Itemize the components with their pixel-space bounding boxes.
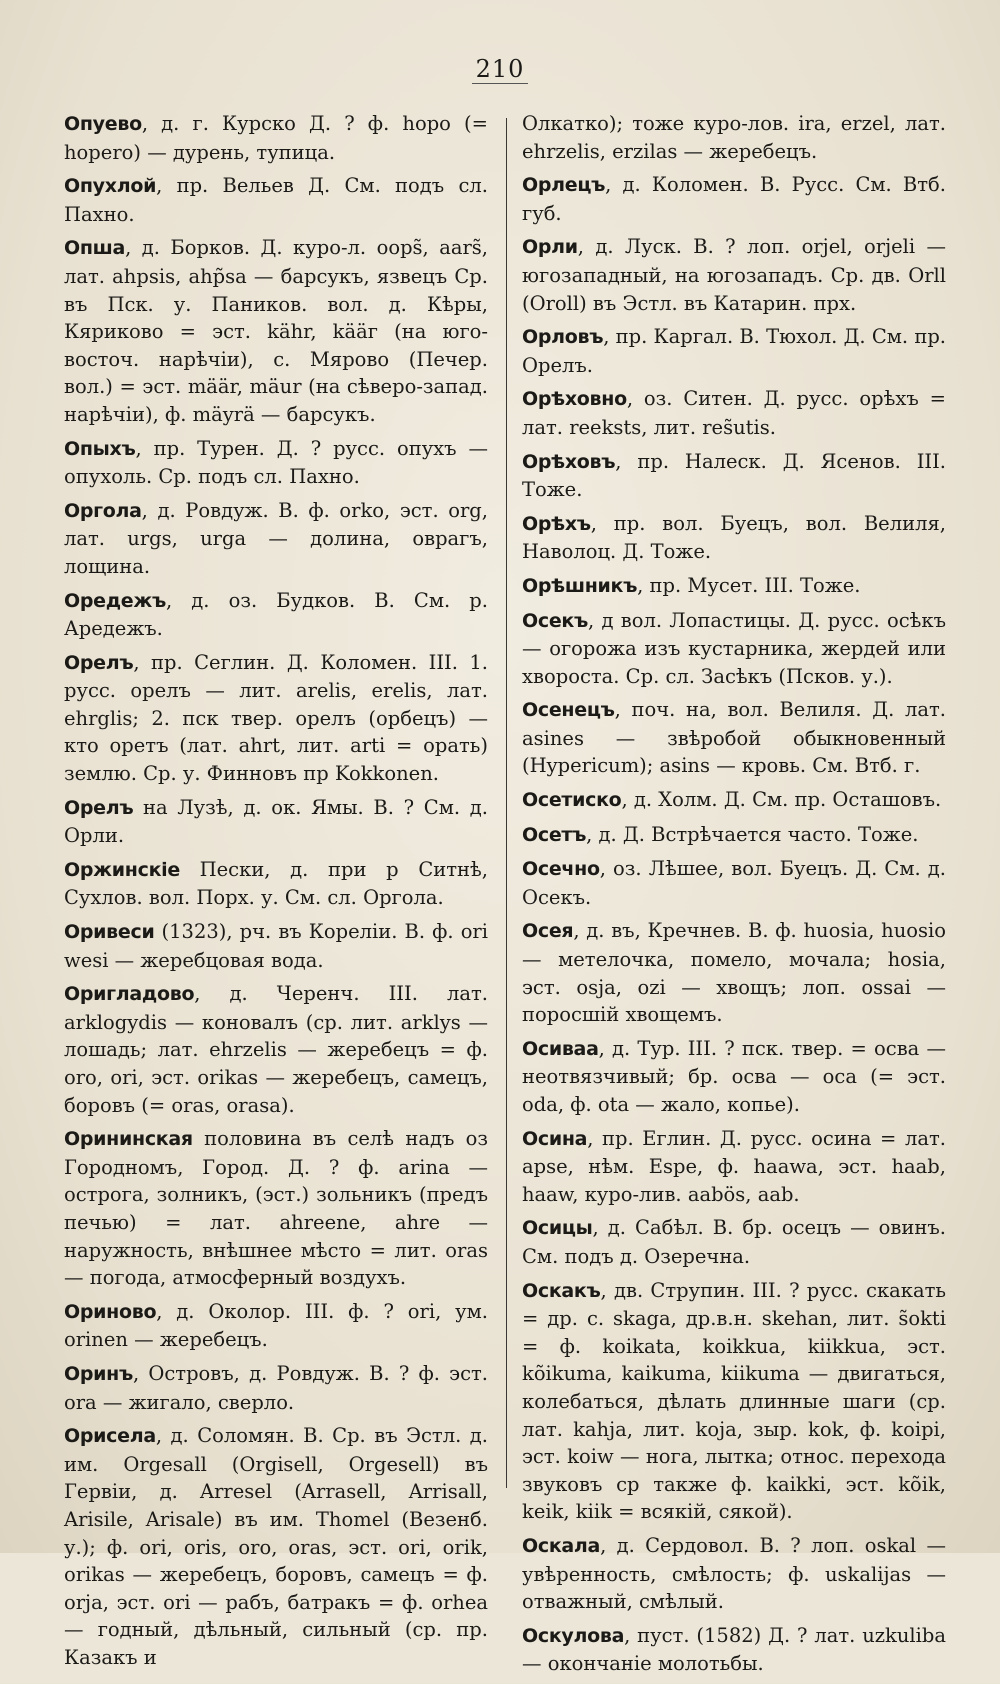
entry-headword: Орлецъ (522, 174, 606, 197)
entry-headword: Орѣшникъ (522, 574, 638, 597)
dictionary-entry (522, 233, 946, 317)
entry-headword: Оринъ (64, 1362, 133, 1385)
dictionary-entry (64, 1298, 488, 1354)
dictionary-entry (522, 696, 946, 780)
entry-headword: Оржинскіе (64, 858, 180, 881)
entry-text: , д. Черенч. III. лат. arklogydis — коновалъ (ср. лит. arklys — лошадь; лат. ehrzelis — жеребецъ = ф. oro, ori, эст. orikas — жеребецъ, самецъ, боровъ (= oras, orasa). (64, 982, 488, 1117)
dictionary-entry (64, 110, 488, 166)
dictionary-entry (522, 1532, 946, 1616)
entry-headword: Осиваа (522, 1037, 599, 1060)
entry-text: , оз. Лѣшее, вол. Буецъ. Д. См. д. Осекъ. (522, 857, 946, 909)
entry-headword: Орининская (64, 1128, 193, 1151)
dictionary-entry (64, 1125, 488, 1292)
entry-headword: Осечно (522, 858, 600, 881)
entry-headword: Орѣхъ (522, 512, 591, 535)
dictionary-entry (522, 1622, 946, 1678)
entry-text: , д. Ровдуж. В. ф. orko, эст. org, лат. urgs, urga — долина, оврагъ, лощина. (64, 498, 488, 578)
entry-headword: Оривеси (64, 921, 155, 944)
dictionary-entry (64, 856, 488, 912)
entry-headword: Осина (522, 1127, 588, 1150)
entry-headword: Оскала (522, 1534, 601, 1557)
dictionary-entry (64, 497, 488, 581)
dictionary-entry (522, 448, 946, 504)
dictionary-entry (64, 587, 488, 643)
dictionary-entry (64, 918, 488, 974)
entry-text: , Островъ, д. Ровдуж. В. ? ф. эст. ora — жигало, сверло. (64, 1361, 488, 1414)
dictionary-entry (64, 172, 488, 228)
entry-headword: Осекъ (522, 609, 588, 632)
entry-headword: Опыхъ (64, 437, 136, 460)
page-number: 210 (0, 55, 1000, 83)
entry-text: , оз. Ситен. Д. русс. орѣхъ = лат. reeksts, лит. res̃utis. (522, 387, 946, 439)
entry-text: на Лузѣ, д. ок. Ямы. В. ? См. д. Орли. (64, 795, 488, 848)
left-column (64, 110, 488, 1677)
entry-headword: Осенецъ (522, 699, 615, 722)
dictionary-entry (522, 1277, 946, 1526)
dictionary-entry (522, 917, 946, 1028)
entry-headword: Орисела (64, 1425, 156, 1448)
entry-text: , пр. Еглин. Д. русс. осина = лат. apse, нѣм. Espe, ф. haawa, эст. haab, haaw, куро-лив. aabös, aab. (522, 1126, 946, 1206)
dictionary-entry (522, 821, 946, 850)
entry-text: , д. Сердовол. В. ? лоп. oskal — увѣренность, смѣлость; ф. uskalijas — отважный, смѣлый. (522, 1533, 946, 1614)
entry-headword: Орли (522, 236, 578, 259)
column-divider (506, 118, 507, 1488)
entry-text: Олкатко); тоже куро-лов. ira, erzel, лат. ehrzelis, erzilas — жеребецъ. (522, 112, 946, 163)
entry-headword: Опухлой (64, 175, 157, 198)
right-column (522, 110, 946, 1684)
entry-text: , д. Борков. Д. куро-л. oops̃, aars̃, лат. ahpsis, ahp̃sa — барсукъ, язвецъ Ср. въ Пск. у. Паников. вол. д. Кѣры, Кяриково = эст. kähr, kääг (на юго-восточ. нарѣчіи), с. Мярово (Печер. вол.) = эст. määr, mäur (на сѣверо-запад. нарѣчіи), ф. mäyrä — барсукъ. (64, 236, 488, 426)
entry-text: , д. г. Курско Д. ? ф. hopo (= hopero) — дурень, тупица. (64, 112, 488, 164)
entry-text: , д. Коломен. В. Русс. См. Втб. губ. (522, 173, 946, 225)
entry-headword: Ориново (64, 1300, 157, 1323)
entry-headword: Оскакъ (522, 1279, 601, 1302)
dictionary-entry (522, 1035, 946, 1119)
entry-text: , пр. Налеск. Д. Ясенов. III. Тоже. (522, 449, 946, 502)
dictionary-entry (522, 786, 946, 815)
entry-text: (1323), рч. въ Кореліи. В. ф. ori wesi — жеребцовая вода. (64, 920, 488, 972)
entry-text: , пр. Сеглин. Д. Коломен. III. 1. русс. орелъ — лит. arelis, erelis, лат. ehrglis; 2. пск твер. орелъ (орбецъ) — кто оретъ (лат. ahrt, лит. arti = орать) землю. Ср. у. Финновъ пр Kokkonen. (64, 650, 488, 786)
entry-text: , д. оз. Будков. В. См. р. Аредежъ. (64, 588, 488, 641)
entry-text: , пр. Турен. Д. ? русс. опухъ — опухоль. Ср. подъ сл. Пахно. (64, 436, 488, 489)
entry-headword: Оргола (64, 499, 142, 522)
entry-text: , поч. на, вол. Велиля. Д. лат. asines — звѣробой обыкновенный (Hypericum); asins — кровь. См. Втб. г. (522, 698, 946, 778)
entry-headword: Опуево (64, 113, 142, 135)
entry-headword: Осетиско (522, 789, 622, 812)
dictionary-entry (522, 385, 946, 441)
entry-text: , пуст. (1582) Д. ? лат. uzkuliba — окончаніе молотьбы. (522, 1623, 946, 1676)
entry-headword: Опша (64, 237, 126, 260)
entry-text: , д. Луск. В. ? лоп. orjel, orjeli — югозападный, на югозападъ. Ср. дв. Orll (Oroll) въ Эстл. въ Катарин. прх. (522, 235, 946, 315)
entry-text: , д. Холм. Д. См. пр. Осташовъ. (621, 788, 942, 812)
entry-headword: Осицы (522, 1217, 593, 1240)
dictionary-entry (522, 1125, 946, 1209)
entry-text: , д. Околор. III. ф. ? ori, ум. orinen — жеребецъ. (64, 1299, 488, 1352)
dictionary-entry (522, 1214, 946, 1270)
entry-text: , д. Сабѣл. В. бр. осецъ — овинъ. См. подъ д. Озеречна. (522, 1216, 946, 1268)
entry-text: , пр. вол. Буецъ, вол. Велиля, Наволоц. Д. Тоже. (522, 511, 946, 564)
entry-text: , дв. Струпин. III. ? русс. скакать = др. с. skaga, др.в.н. skehan, лит. s̃okti = ф. koikata, koikkua, kiikkua, эст. kõikuma, kaikuma, kiikuma — двигаться, колебаться, дѣлать длинные шаги (ср. лат. kahja, лит. koja, зыр. kok, ф. koipi, эст. koiw — нога, лытка; относ. перехода звуковъ ср также ф. kaikki, эст. kõik, keik, kiik = всякій, сякой). (522, 1278, 946, 1524)
dictionary-entry (64, 435, 488, 491)
dictionary-entry (522, 572, 946, 601)
dictionary-entry (522, 110, 946, 165)
dictionary-entry (522, 607, 946, 691)
entry-text: , д. Соломян. В. Ср. въ Эстл. д. им. Orgesall (Orgisell, Orgesell) въ Гервіи, д. Arresel (Arrasell, Arrisall, Arisile, Arisale) въ им. Thomel (Везенб. у.); ф. ori, oris, oro, oras, эст. ori, orik, orikas — жеребецъ, боровъ, самецъ = ф. orja, эст. ori — рабъ, батракъ = ф. orhea — годный, дѣльный, сильный (ср. пр. Казакъ и (64, 1424, 488, 1669)
entry-headword: Оригладово (64, 983, 195, 1006)
dictionary-entry (522, 171, 946, 227)
entry-text: , пр. Каргал. В. Тюхол. Д. См. пр. Орелъ. (522, 325, 946, 377)
dictionary-entry (64, 794, 488, 850)
entry-headword: Осея (522, 920, 574, 943)
entry-text: , д. Д. Встрѣчается часто. Тоже. (586, 822, 919, 846)
entry-text: , д. въ, Кречнев. В. ф. huosia, huosio — метелочка, помело, мочала; hosia, эст. osja, ozi — хвощъ; лоп. ossai — поросшій хвощемъ. (522, 919, 946, 1027)
entry-headword: Орловъ (522, 326, 604, 349)
dictionary-entry (522, 323, 946, 379)
entry-headword: Оредежъ (64, 589, 166, 612)
entry-headword: Оскулова (522, 1624, 625, 1647)
entry-text: , пр. Вельев Д. См. подъ сл. Пахно. (64, 174, 488, 226)
dictionary-entry (522, 510, 946, 566)
entry-headword: Орелъ (64, 796, 134, 819)
dictionary-entry (64, 649, 488, 788)
entry-headword: Орѣховъ (522, 450, 616, 473)
entry-text: Пески, д. при р Ситнѣ, Сухлов. вол. Порх. у. См. сл. Оргола. (64, 857, 488, 910)
dictionary-entry (64, 234, 488, 428)
entry-text: , д. Тур. III. ? пск. твер. = осва — неотвязчивый; бр. осва — оса (= эст. oda, ф. ota — жало, копье). (522, 1036, 946, 1116)
entry-text: , пр. Мусет. III. Тоже. (637, 573, 861, 597)
dictionary-entry (522, 855, 946, 911)
dictionary-entry (64, 980, 488, 1119)
dictionary-entry (64, 1360, 488, 1416)
entry-text: половина въ селѣ надъ оз Городномъ, Город. Д. ? ф. arina — острога, золникъ, (эст.) зольникъ (предъ печью) = лат. ahreene, ahre — наружность, внѣшнее мѣсто = лит. oras — погода, атмосферный воздухъ. (64, 1127, 488, 1290)
dictionary-entry (64, 1422, 488, 1671)
entry-headword: Орѣховно (522, 388, 627, 411)
entry-text: , д вол. Лопастицы. Д. русс. осѣкъ — огорожа изъ кустарника, жердей или хвороста. Ср. сл. Засѣкъ (Псков. у.). (522, 608, 946, 688)
entry-headword: Осетъ (522, 823, 587, 846)
entry-headword: Орелъ (64, 651, 134, 674)
